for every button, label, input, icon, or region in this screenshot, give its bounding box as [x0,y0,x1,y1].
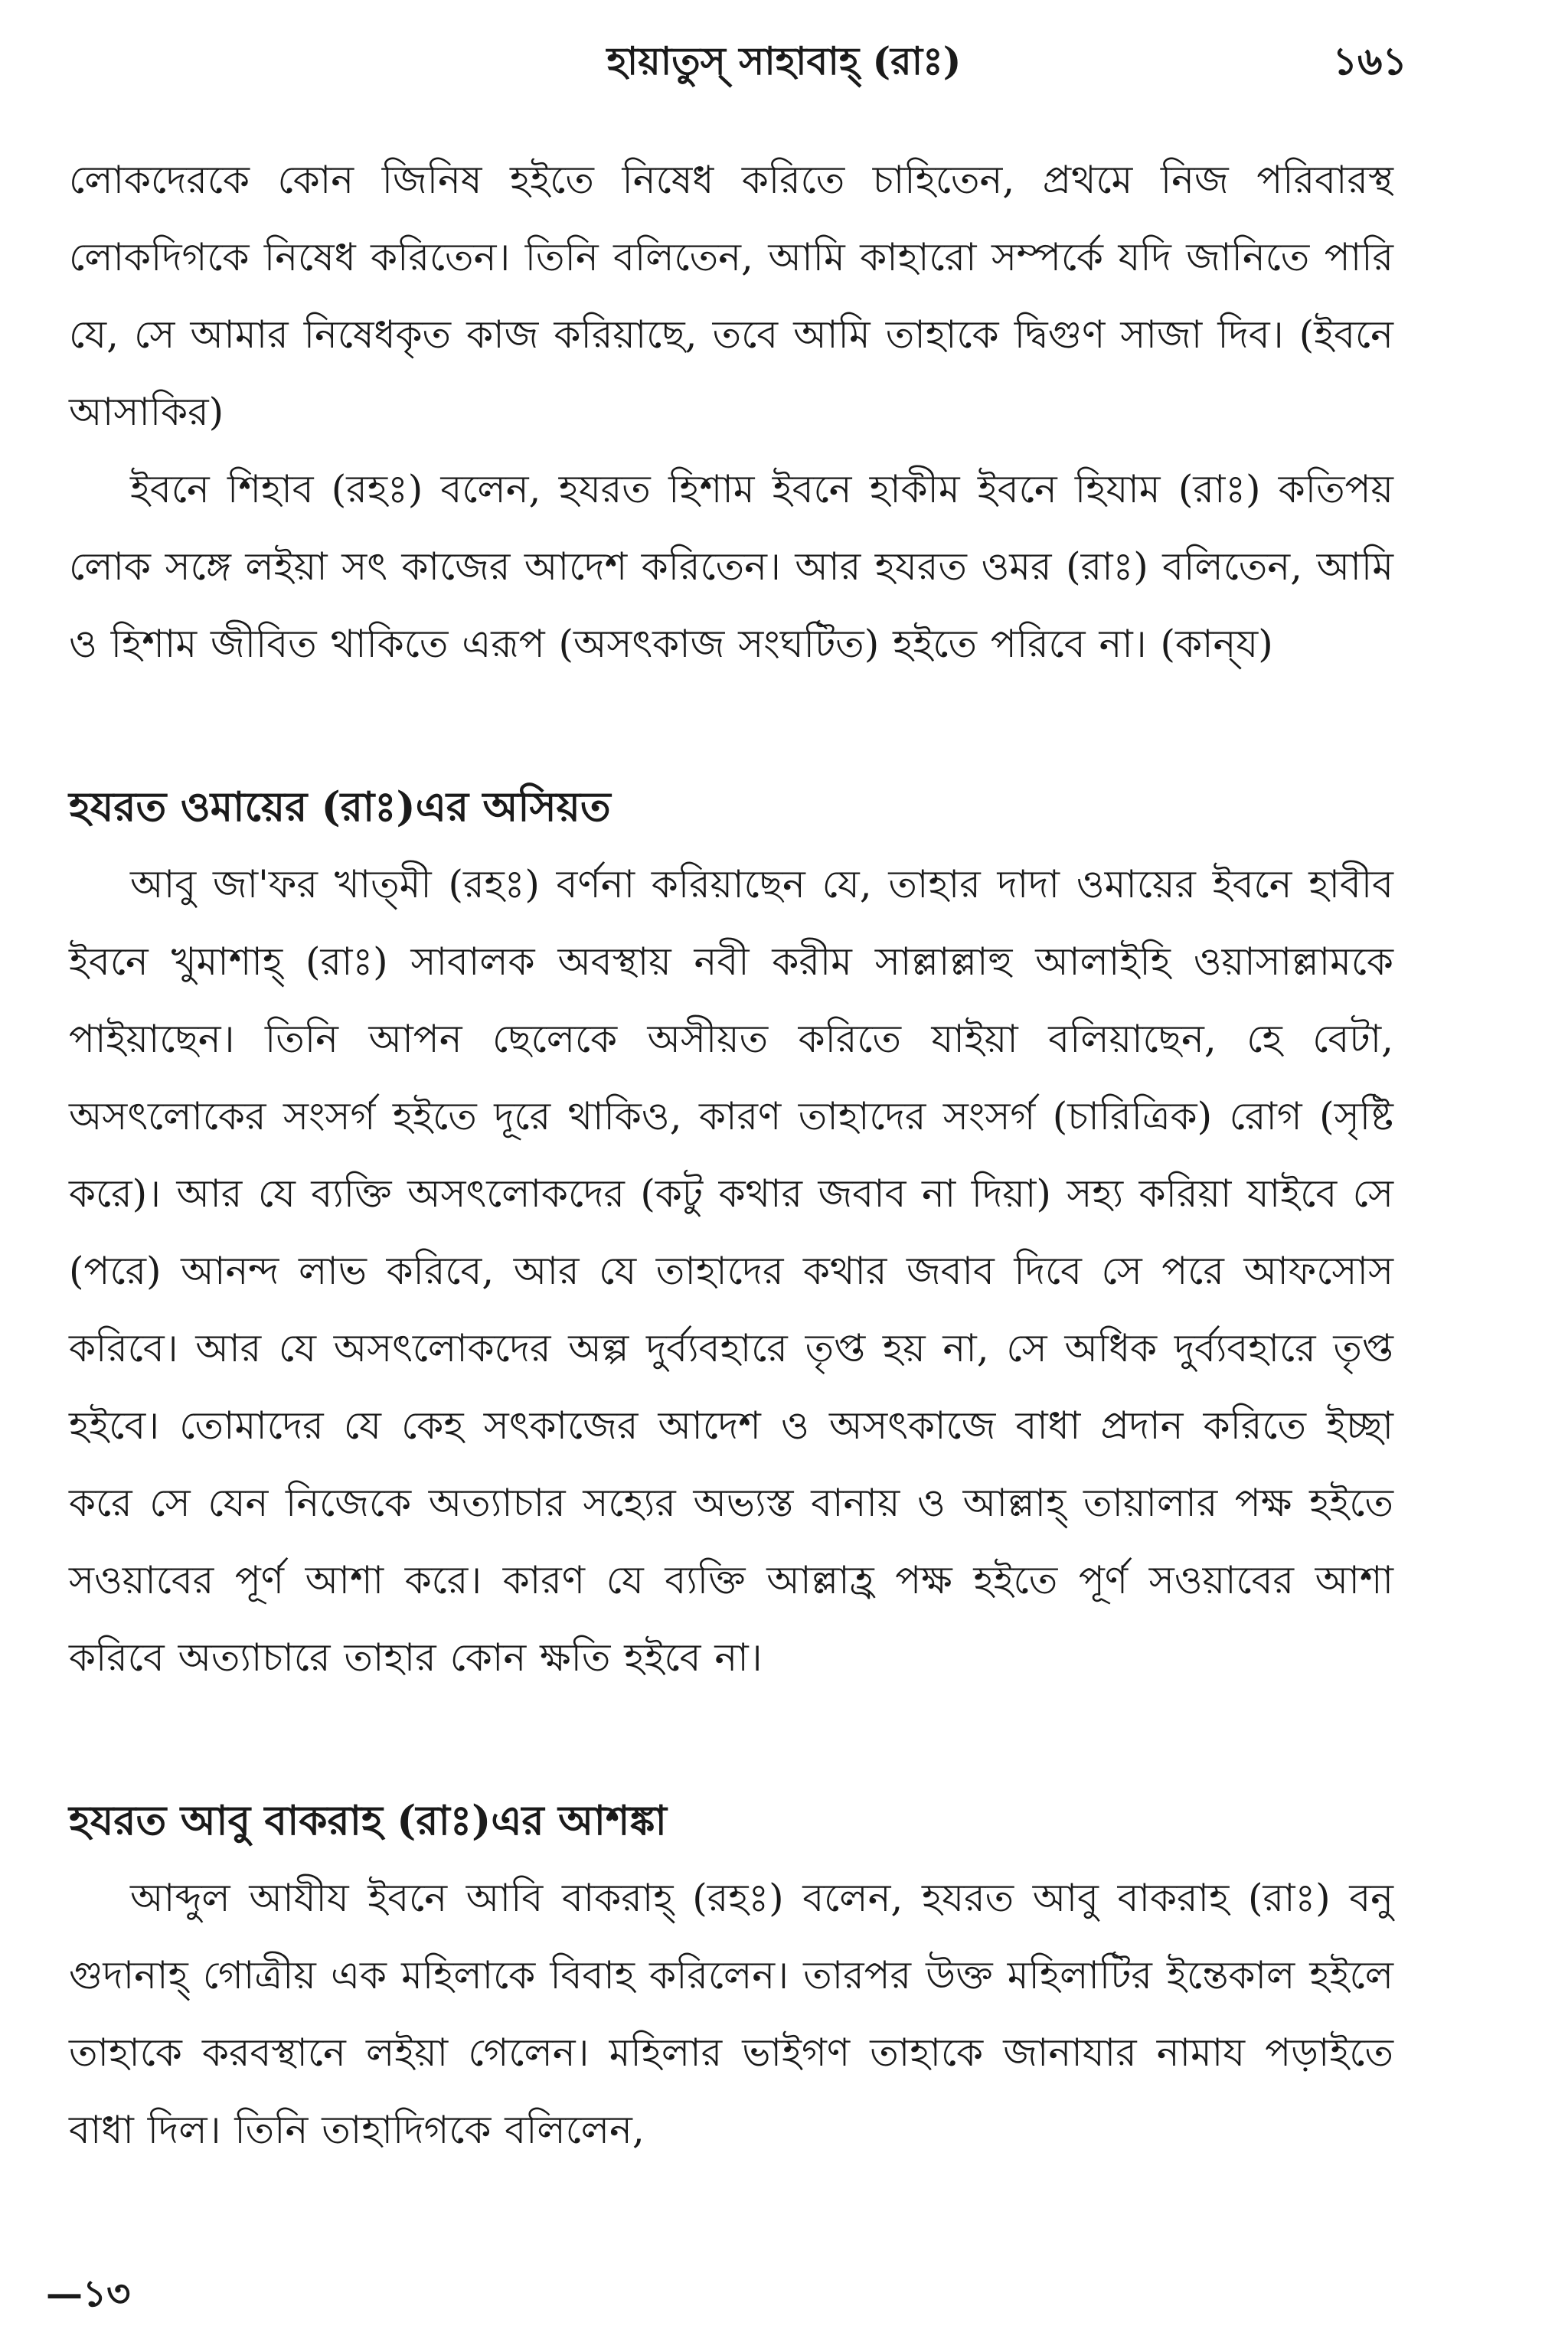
running-header [0,31,1568,92]
section-heading-omayer: হযরত ওমায়ের (রাঃ)এর অসিয়ত [69,783,611,831]
section-heading-abu-bakrah: হযরত আবু বাকরাহ (রাঃ)এর আশঙ্কা [69,1797,667,1844]
section-text-omayer: আবু জা'ফর খাত্‌মী (রহঃ) বর্ণনা করিয়াছেন যে, তাহার দাদা ওমায়ের ইবনে হাবীব ইবনে খুমাশাহ্ (রাঃ) সাবালক অবস্থায় নবী করীম সাল্লাল্লাহু আলাইহি ওয়াসাল্লামকে পাইয়াছেন। তিনি আপন ছেলেকে অসীয়ত করিতে যাইয়া বলিয়াছেন, হে বেটা, অসৎলোকের সংসর্গ হইতে দূরে থাকিও, কারণ তাহাদের সংসর্গ (চারিত্রিক) রোগ (সৃষ্টি করে)। আর যে ব্যক্তি অসৎলোকদের (কটু কথার জবাব না দিয়া) সহ্য করিয়া যাইবে সে (পরে) আনন্দ লাভ করিবে, আর যে তাহাদের কথার জবাব দিবে সে পরে আফসোস করিবে। আর যে অসৎলোকদের অল্প দুর্ব্যবহারে তৃপ্ত হয় না, সে অধিক দুর্ব্যবহারে তৃপ্ত হইবে। তোমাদের যে কেহ সৎকাজের আদেশ ও অসৎকাজে বাধা প্রদান করিতে ইচ্ছা করে সে যেন নিজেকে অত্যাচার সহ্যের অভ্যস্ত বানায় ও আল্লাহ্ তায়ালার পক্ষ হইতে সওয়াবের পূর্ণ আশা করে। কারণ যে ব্যক্তি আল্লাহ্র পক্ষ হইতে পূর্ণ সওয়াবের আশা করিবে অত্যাচারে তাহার কোন ক্ষতি হইবে না। [69,862,1393,1680]
section-gap [69,683,1393,769]
paragraph-ibne-shihab: ইবনে শিহাব (রহঃ) বলেন, হযরত হিশাম ইবনে হাকীম ইবনে হিযাম (রাঃ) কতিপয় লোক সঙ্গে লইয়া সৎ কাজের আদেশ করিতেন। আর হযরত ওমর (রাঃ) বলিতেন, আমি ও হিশাম জীবিত থাকিতে এরূপ (অসৎকাজ সংঘটিত) হইতে পরিবে না। (কান্‌য) [69,467,1393,666]
body-text [69,142,1393,2169]
book-title: হায়াতুস্ সাহাবাহ্ (রাঃ) [606,38,962,83]
signature-mark: —১৩ [46,2272,131,2315]
paragraph-continuation: লোকদেরকে কোন জিনিষ হইতে নিষেধ করিতে চাহিতেন, প্রথমে নিজ পরিবারস্থ লোকদিগকে নিষেধ করিতেন। তিনি বলিতেন, আমি কাহারো সম্পর্কে যদি জানিতে পারি যে, সে আমার নিষেধকৃত কাজ করিয়াছে, তবে আমি তাহাকে দ্বিগুণ সাজা দিব। (ইবনে আসাকির) [69,158,1393,434]
section-text-abu-bakrah: আব্দুল আযীয ইবনে আবি বাকরাহ্ (রহঃ) বলেন, হযরত আবু বাকরাহ (রাঃ) বনু গুদানাহ্ গোত্রীয় এক মহিলাকে বিবাহ করিলেন। তারপর উক্ত মহিলাটির ইন্তেকাল হইলে তাহাকে করবস্থানে লইয়া গেলেন। মহিলার ভাইগণ তাহাকে জানাযার নামায পড়াইতে বাধা দিল। তিনি তাহাদিগকে বলিলেন, [69,1876,1393,2152]
section-gap [69,1697,1393,1782]
page-number: ১৬১ [1332,38,1407,83]
